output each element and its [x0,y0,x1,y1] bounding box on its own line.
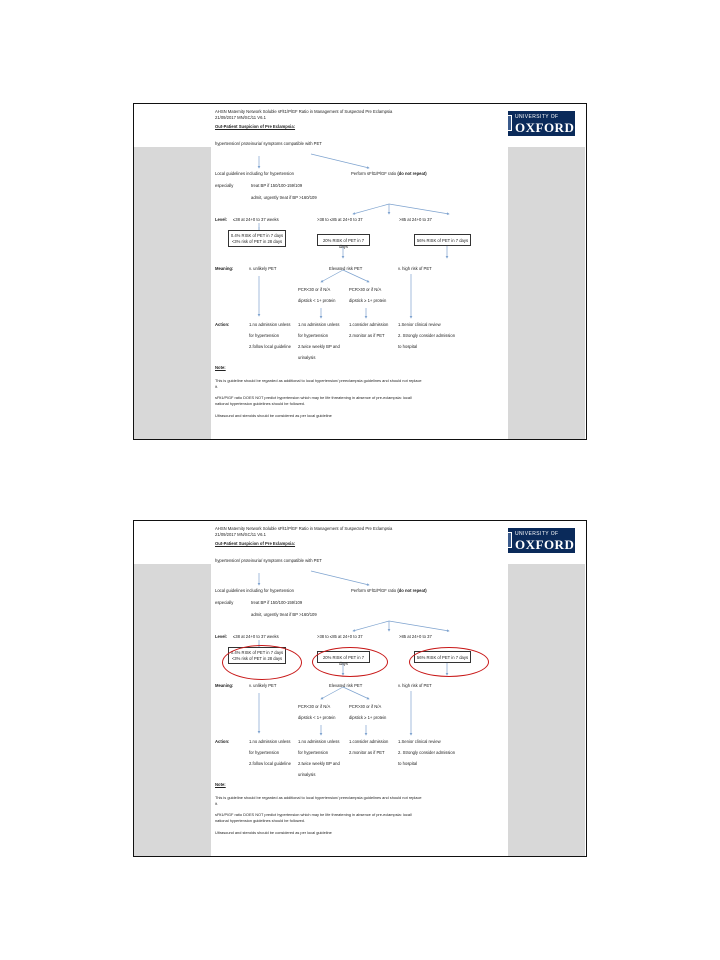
treat-bp-text: treat BP if 150/100-159/109 [251,183,303,188]
local-guidelines-text: Local guidelines including for hypertension [215,588,294,593]
header-line-2: 21/09/2017 MN/SC/11 V6.1 [215,115,266,120]
action-label: Action: [215,739,230,744]
action-col4-line1: 1.Senior clinical review [398,322,441,327]
action-col2-line3: 2.twice weekly BP and [298,344,340,349]
action-col3-line2: 2.monitor as if PET [349,750,385,755]
flowchart-arrows [211,521,508,856]
meaning-high: v. high risk of PET [398,683,432,688]
action-col1-line2: for hypertension [249,333,280,338]
pcr-low-line1: PCR<30 or if N/A [298,287,331,292]
note-2-line1: sFlt1/PlGF ratio DOES NOT predict hypertension which may be life threatening in absence of pre-eclampsia: local/ [215,395,412,400]
level-label: Level: [215,217,228,222]
level-mid: >38 to ≤85 at 24+0 to 37 [317,634,363,639]
logo-university-of: UNIVERSITY OF [515,531,559,537]
pcr-high-line1: PCR>30 or if N/A [349,287,382,292]
action-col4-line3: to hospital [398,761,418,766]
action-col2-line4: urinalysis [298,355,316,360]
note-label: Note: [215,365,226,370]
action-col1-line3: 2.follow local guideline [249,344,291,349]
perform-ratio-text: Perform sFlt1/PlGF ratio (do not repeat) [351,171,427,176]
note-3: Ultrasound and steroids should be considered as per local guideline [215,830,332,835]
local-guidelines-text: Local guidelines including for hypertension [215,171,294,176]
risk-box-low [228,230,286,247]
action-col1-line1: 1.no admission unless [249,739,291,744]
action-col4-line2: 2. Strongly consider admission [398,333,456,338]
action-col1-line2: for hypertension [249,750,280,755]
pcr-low-line2: dipstick < 1+ protein [298,298,336,303]
header-line-2: 21/09/2017 MN/SC/11 V6.1 [215,532,266,537]
section-title: Out-Patient Suspicion of Pre Eclampsia: [215,541,296,546]
pcr-high-line1: PCR>30 or if N/A [349,704,382,709]
guideline-document [211,521,508,856]
action-col3-line2: 2.monitor as if PET [349,333,385,338]
slide-1 [133,103,587,440]
meaning-label: Meaning: [215,683,234,688]
pcr-high-line2: dipstick ≥ 1+ protein [349,715,387,720]
action-col3-line1: 1.consider admission [349,739,389,744]
action-label: Action: [215,322,230,327]
action-col2-line1: 1.no admission unless [298,322,340,327]
highlight-ring-mid [312,647,388,677]
risk-high-7days: 56% RISK of PET in 7 days [416,238,469,243]
risk-low-7days: 0.4% RISK of PET in 7 days [230,650,284,655]
risk-mid-7days: 20% RISK of PET in 7 days [322,238,365,249]
presentation-text: hypertension/ proteinuria/ symptoms compatible with PET [215,558,322,563]
note-label: Note: [215,782,226,787]
header-line-1: AHSN Maternity Network Soluble sFlt1/PlGF Ratio in Management of Suspected Pre Eclampsia [215,109,393,114]
level-high: >85 at 24+0 to 37 [399,634,432,639]
action-col4-line2: 2. Strongly consider admission [398,750,456,755]
level-label: Level: [215,634,228,639]
perform-ratio-text: Perform sFlt1/PlGF ratio (do not repeat) [351,588,427,593]
note-1-line2: it. [215,384,219,389]
note-1-line1: This is guideline should be regarded as additional to local hypertension/ preeclampsia guidelines and should not replace [215,378,422,383]
risk-low-28days: <3% risk of PET in 28 days [231,655,283,661]
level-high: >85 at 24+0 to 37 [399,217,432,222]
especially-label: especially [215,600,234,605]
risk-mid-7days: 20% RISK of PET in 7 days [322,655,365,666]
action-col3-line1: 1.consider admission [349,322,389,327]
action-col1-line3: 2.follow local guideline [249,761,291,766]
note-3: Ultrasound and steroids should be considered as per local guideline [215,413,332,418]
action-col2-line3: 2.twice weekly BP and [298,761,340,766]
level-mid: >38 to ≤85 at 24+0 to 37 [317,217,363,222]
pcr-low-line1: PCR<30 or if N/A [298,704,331,709]
slide-2 [133,520,587,857]
level-low: ≤38 at 24+0 to 37 weeks [233,217,279,222]
section-title: Out-Patient Suspicion of Pre Eclampsia: [215,124,296,129]
note-1-line2: it. [215,801,219,806]
meaning-mid: Elevated risk PET [329,266,363,271]
meaning-label: Meaning: [215,266,234,271]
risk-low-7days: 0.4% RISK of PET in 7 days [230,233,284,238]
meaning-high: v. high risk of PET [398,266,432,271]
pcr-high-line2: dipstick ≥ 1+ protein [349,298,387,303]
pcr-low-line2: dipstick < 1+ protein [298,715,336,720]
risk-low-28days: <3% risk of PET in 28 days [231,238,283,244]
note-2-line2: national hypertension guidelines should be followed. [215,401,305,406]
action-col2-line1: 1.no admission unless [298,739,340,744]
highlight-ring-low [222,645,302,680]
action-col4-line3: to hospital [398,344,418,349]
logo-university-of: UNIVERSITY OF [515,114,559,120]
guideline-document [211,104,508,439]
risk-box-mid [317,234,370,249]
action-col4-line1: 1.Senior clinical review [398,739,441,744]
action-col1-line1: 1.no admission unless [249,322,291,327]
action-col2-line2: for hypertension [298,333,329,338]
note-2-line2: national hypertension guidelines should be followed. [215,818,305,823]
especially-label: especially [215,183,234,188]
action-col2-line4: urinalysis [298,772,316,777]
logo-oxford: OXFORD [515,120,575,135]
meaning-low: v. unlikely PET [249,683,277,688]
flowchart-arrows [211,104,508,439]
presentation-text: hypertension/ proteinuria/ symptoms compatible with PET [215,141,322,146]
admit-text: admit, urgently treat if BP >160/109 [251,195,317,200]
note-1-line1: This is guideline should be regarded as additional to local hypertension/ preeclampsia guidelines and should not replace [215,795,422,800]
highlight-ring-high [409,647,489,677]
note-2-line1: sFlt1/PlGF ratio DOES NOT predict hypertension which may be life threatening in absence of pre-eclampsia: local/ [215,812,412,817]
action-col2-line2: for hypertension [298,750,329,755]
treat-bp-text: treat BP if 150/100-159/109 [251,600,303,605]
meaning-mid: Elevated risk PET [329,683,363,688]
meaning-low: v. unlikely PET [249,266,277,271]
risk-box-high [414,234,471,246]
header-line-1: AHSN Maternity Network Soluble sFlt1/PlGF Ratio in Management of Suspected Pre Eclampsia [215,526,393,531]
admit-text: admit, urgently treat if BP >160/109 [251,612,317,617]
level-low: ≤38 at 24+0 to 37 weeks [233,634,279,639]
risk-high-7days: 56% RISK of PET in 7 days [416,655,469,660]
logo-oxford: OXFORD [515,537,575,552]
